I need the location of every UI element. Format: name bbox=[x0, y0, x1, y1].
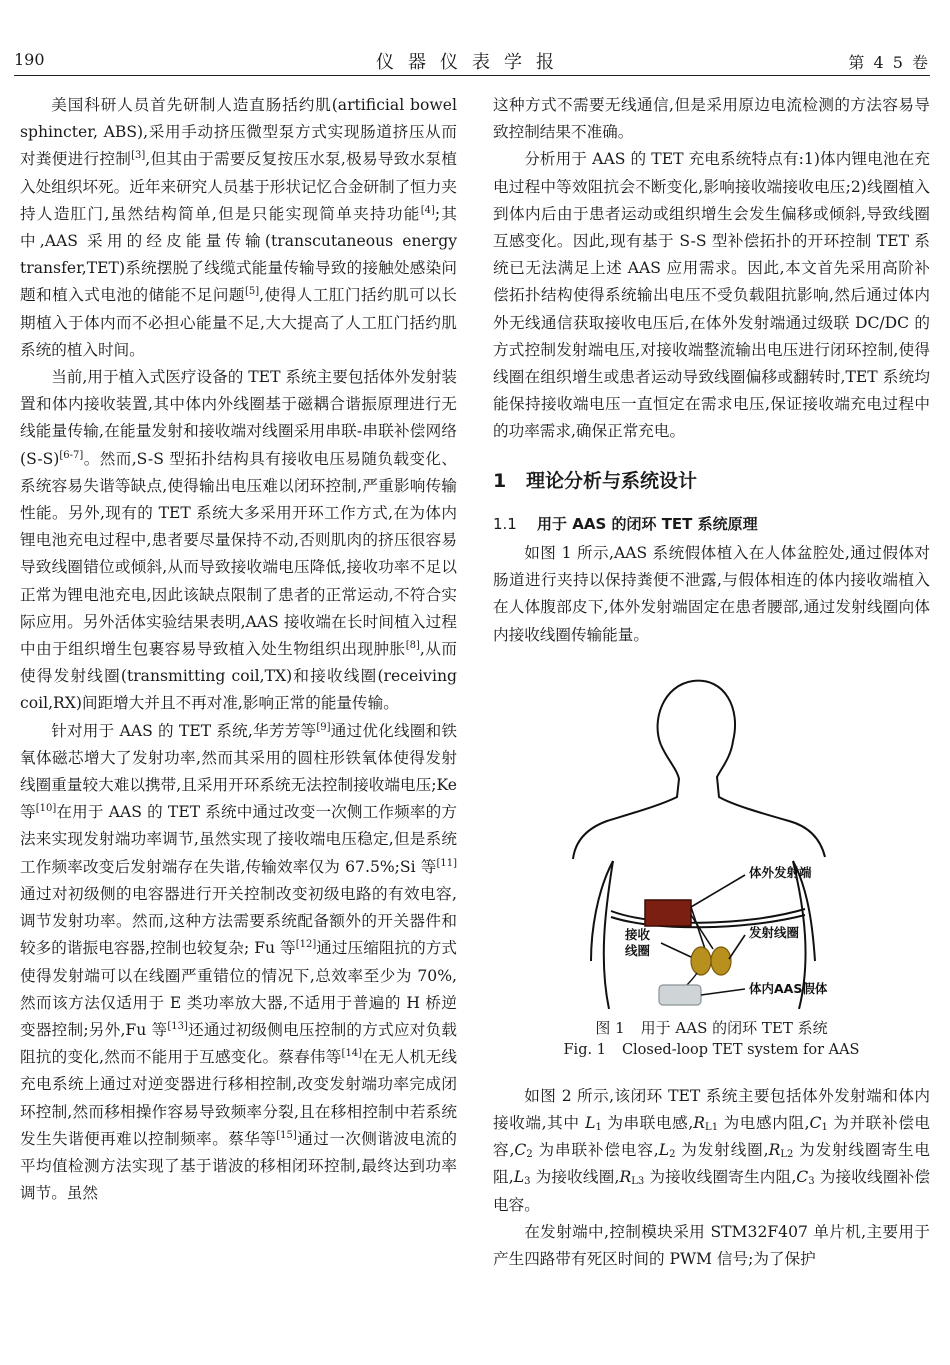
citation: [3] bbox=[131, 150, 146, 162]
figure-caption-zh: 图 1 用于 AAS 的闭环 TET 系统 bbox=[595, 1018, 828, 1037]
leader-external bbox=[691, 875, 745, 907]
transmitting-coil bbox=[711, 947, 731, 975]
right-paragraph-1: 分析用于 AAS 的 TET 充电系统特点有:1)体内锂电池在充电过程中等效阻抗会不断变化,影响接收端接收电压;2)线圈植入到体内后由于患者运动或组织增生会发生偏移或倾斜,导致线圈互感变化。因此,现有基于 S-S 型补偿拓扑的开环控制 TET 系统已无法满足上述 AAS 应用需求。因此,本文首先采用高阶补偿拓扑结构使得系统输出电压不受负载阻抗影响,然后通过体内外无线通信获取接收电压后,在体外发射端通过级联 DC/DC 的方式控制发射端电压,对接收端整流输出电压进行闭环控制,使得线圈在组织增生或患者运动导致线圈偏移或翻转时,TET 系统均能保持接收端电压一直恒定在需求电压,保证接收端充电过程中的功率需求,确保正常充电。 bbox=[493, 150, 930, 441]
left-paragraph-2: 当前,用于植入式医疗设备的 TET 系统主要包括体外发射装置和体内接收装置,其中体内外线圈基于磁耦合谐振原理进行无线能量传输,在能量发射和接收端对线圈采用串联-串联补偿网络(S-S)[6-7]。然而,S-S 型拓扑结构具有接收电压易随负载变化、系统容易失谐等缺点,使得输出电压难以闭环控制,严重影响传输性能。另外,现有的 TET 系统大多采用开环工作方式,在为体内锂电池充电过程中,患者要尽量保持不动,否则肌肉的挤压很容易导致线圈错位或倾斜,从而导致接收端电压降低,接收功率不足以正常为锂电池充电,因此该缺点限制了患者的正常运动,不符合实际应用。另外活体实验结果表明,AAS 接收端在长时间植入过程中由于组织增生包裹容易导致植入处生物组织出现肿胀[8],从而使得发射线圈(transmitting coil,TX)和接收线圈(receiving coil,RX)间距增大并且不再对准,影响正常的能量传输。 bbox=[20, 368, 457, 713]
citation: [14] bbox=[341, 1048, 363, 1060]
figure-1-illustration bbox=[493, 661, 930, 1009]
leader-aas bbox=[701, 989, 745, 995]
leader-rx-coil bbox=[661, 943, 691, 957]
left-paragraph-1: 美国科研人员首先研制人造直肠括约肌(artificial bowel sphincter, ABS),采用手动挤压微型泵方式实现肠道挤压从而对粪便进行控制[3],但其由于需要反复按压水泵,极易导致水泵植入处组织坏死。近年来研究人员基于形状记忆合金研制了恒力夹持人造肛门,虽然结构简单,但是只能实现简单夹持功能[4];其中,AAS 采用的经皮能量传输(transcutaneous energy transfer,TET)系统摆脱了线缆式能量传输导致的接触处感染问题和植入式电池的储能不足问题[5],使得人工肛门括约肌可以长期植入于体内而不必担心能量不足,大大提高了人工肛门括约肌系统的植入时间。 bbox=[20, 96, 457, 359]
citation: [10] bbox=[35, 803, 57, 815]
citation: [13] bbox=[167, 1020, 188, 1032]
label-external-transmitter: 体外发射端 bbox=[749, 864, 812, 880]
page-number: 190 bbox=[14, 50, 45, 69]
page-header bbox=[14, 44, 930, 76]
citation: [11] bbox=[436, 857, 457, 869]
label-aas-prosthesis: 体内AAS假体 bbox=[749, 980, 828, 996]
section-heading: 1 理论分析与系统设计 bbox=[493, 469, 698, 492]
leader-tx-coil bbox=[729, 935, 745, 959]
figure-caption-en: Fig. 1 Closed-loop TET system for AAS bbox=[563, 1041, 860, 1058]
right-paragraph-3: 如图 2 所示,该闭环 TET 系统主要包括体外发射端和体内接收端,其中 $L_1$ 为串联电感$,R_{L1}$ 为电感内阻$,C_1$ 为并联补偿电容$,C_2$ 为串联补偿电容$,L_2$ 为发射线圈$,R_{L2}$ 为发射线圈寄生电阻$,L_3$ 为接收线圈$,R_{L3}$ 为接收线圈寄生内阻$,C_3$ 为接收线圈补偿电容。 bbox=[493, 1086, 930, 1214]
label-transmitting-coil: 发射线圈 bbox=[749, 924, 800, 940]
right-column bbox=[493, 92, 930, 1273]
body-outline bbox=[658, 681, 825, 857]
external-transmitter-box bbox=[645, 900, 691, 926]
citation: [9] bbox=[316, 721, 331, 733]
figure-1 bbox=[493, 661, 930, 1009]
citation: [6-7] bbox=[59, 449, 84, 461]
body-outline-left bbox=[573, 745, 679, 859]
tx-wire-2 bbox=[691, 915, 713, 949]
label-receiving-coil-line1: 接收 bbox=[625, 926, 651, 942]
citation: [4] bbox=[420, 204, 435, 216]
citation: [8] bbox=[405, 640, 420, 652]
left-column bbox=[20, 92, 457, 1207]
aas-prosthesis bbox=[659, 985, 701, 1005]
receiving-coil bbox=[691, 947, 711, 975]
right-paragraph-2: 如图 1 所示,AAS 系统假体植入在人体盆腔处,通过假体对肠道进行夹持以保持粪便不泄露,与假体相连的体内接收端植入在人体腹部皮下,体外发射端固定在患者腰部,通过发射线圈向体内接收线圈传输能量。 bbox=[493, 544, 930, 644]
subsection-heading: 1.1 用于 AAS 的闭环 TET 系统原理 bbox=[493, 514, 758, 533]
torso-left bbox=[604, 861, 613, 1009]
journal-title: 仪器仪表学报 bbox=[376, 52, 568, 73]
volume-label: 第 4 5 卷 bbox=[848, 53, 930, 72]
right-paragraph-0: 这种方式不需要无线通信,但是采用原边电流检测的方法容易导致控制结果不准确。 bbox=[493, 96, 930, 142]
citation: [12] bbox=[295, 939, 317, 951]
right-paragraph-4: 在发射端中,控制模块采用 STM32F407 单片机,主要用于产生四路带有死区时间的 PWM 信号;为了保护 bbox=[493, 1222, 930, 1269]
left-paragraph-3: 针对用于 AAS 的 TET 系统,华芳芳等[9]通过优化线圈和铁氧体磁芯增大了发射功率,然而其采用的圆柱形铁氧体使得发射线圈重量较大难以携带,且采用开环系统无法控制接收端电压;Ke 等[10]在用于 AAS 的 TET 系统中通过改变一次侧工作频率的方法来实现发射端功率调节,虽然实现了接收端电压稳定,但是系统工作频率改变后发射端存在失谐,传输效率仅为 67.5%;Si 等[11]通过对初级侧的电容器进行开关控制改变初级电路的有效电容,调节发射功率。然而,这种方法需要系统配备额外的开关器件和较多的谐振电容器,控制也较复杂; Fu 等[12]通过压缩阻抗的方式使得发射端可以在线圈严重错位的情况下,总效率至少为 70%,然而该方法仅适用于 E 类功率放大器,不适用于普遍的 H 桥逆变器控制;另外,Fu 等[13]还通过初级侧电压控制的方式应对负载阻抗的变化,然而不能用于互感变化。蔡春伟等[14]在无人机无线充电系统上通过对逆变器进行移相控制,改变发射端功率完成闭环控制,然而移相操作容易导致频率分裂,且在移相控制中若系统发生失谐便再难以控制频率。蔡华等[15]通过一次侧谐波电流的平均值检测方法实现了基于谐波的移相闭环控制,最终达到功率调节。虽然 bbox=[20, 721, 457, 1203]
citation: [5] bbox=[245, 286, 260, 298]
citation: [15] bbox=[276, 1129, 297, 1141]
label-receiving-coil-line2: 线圈 bbox=[625, 942, 651, 958]
